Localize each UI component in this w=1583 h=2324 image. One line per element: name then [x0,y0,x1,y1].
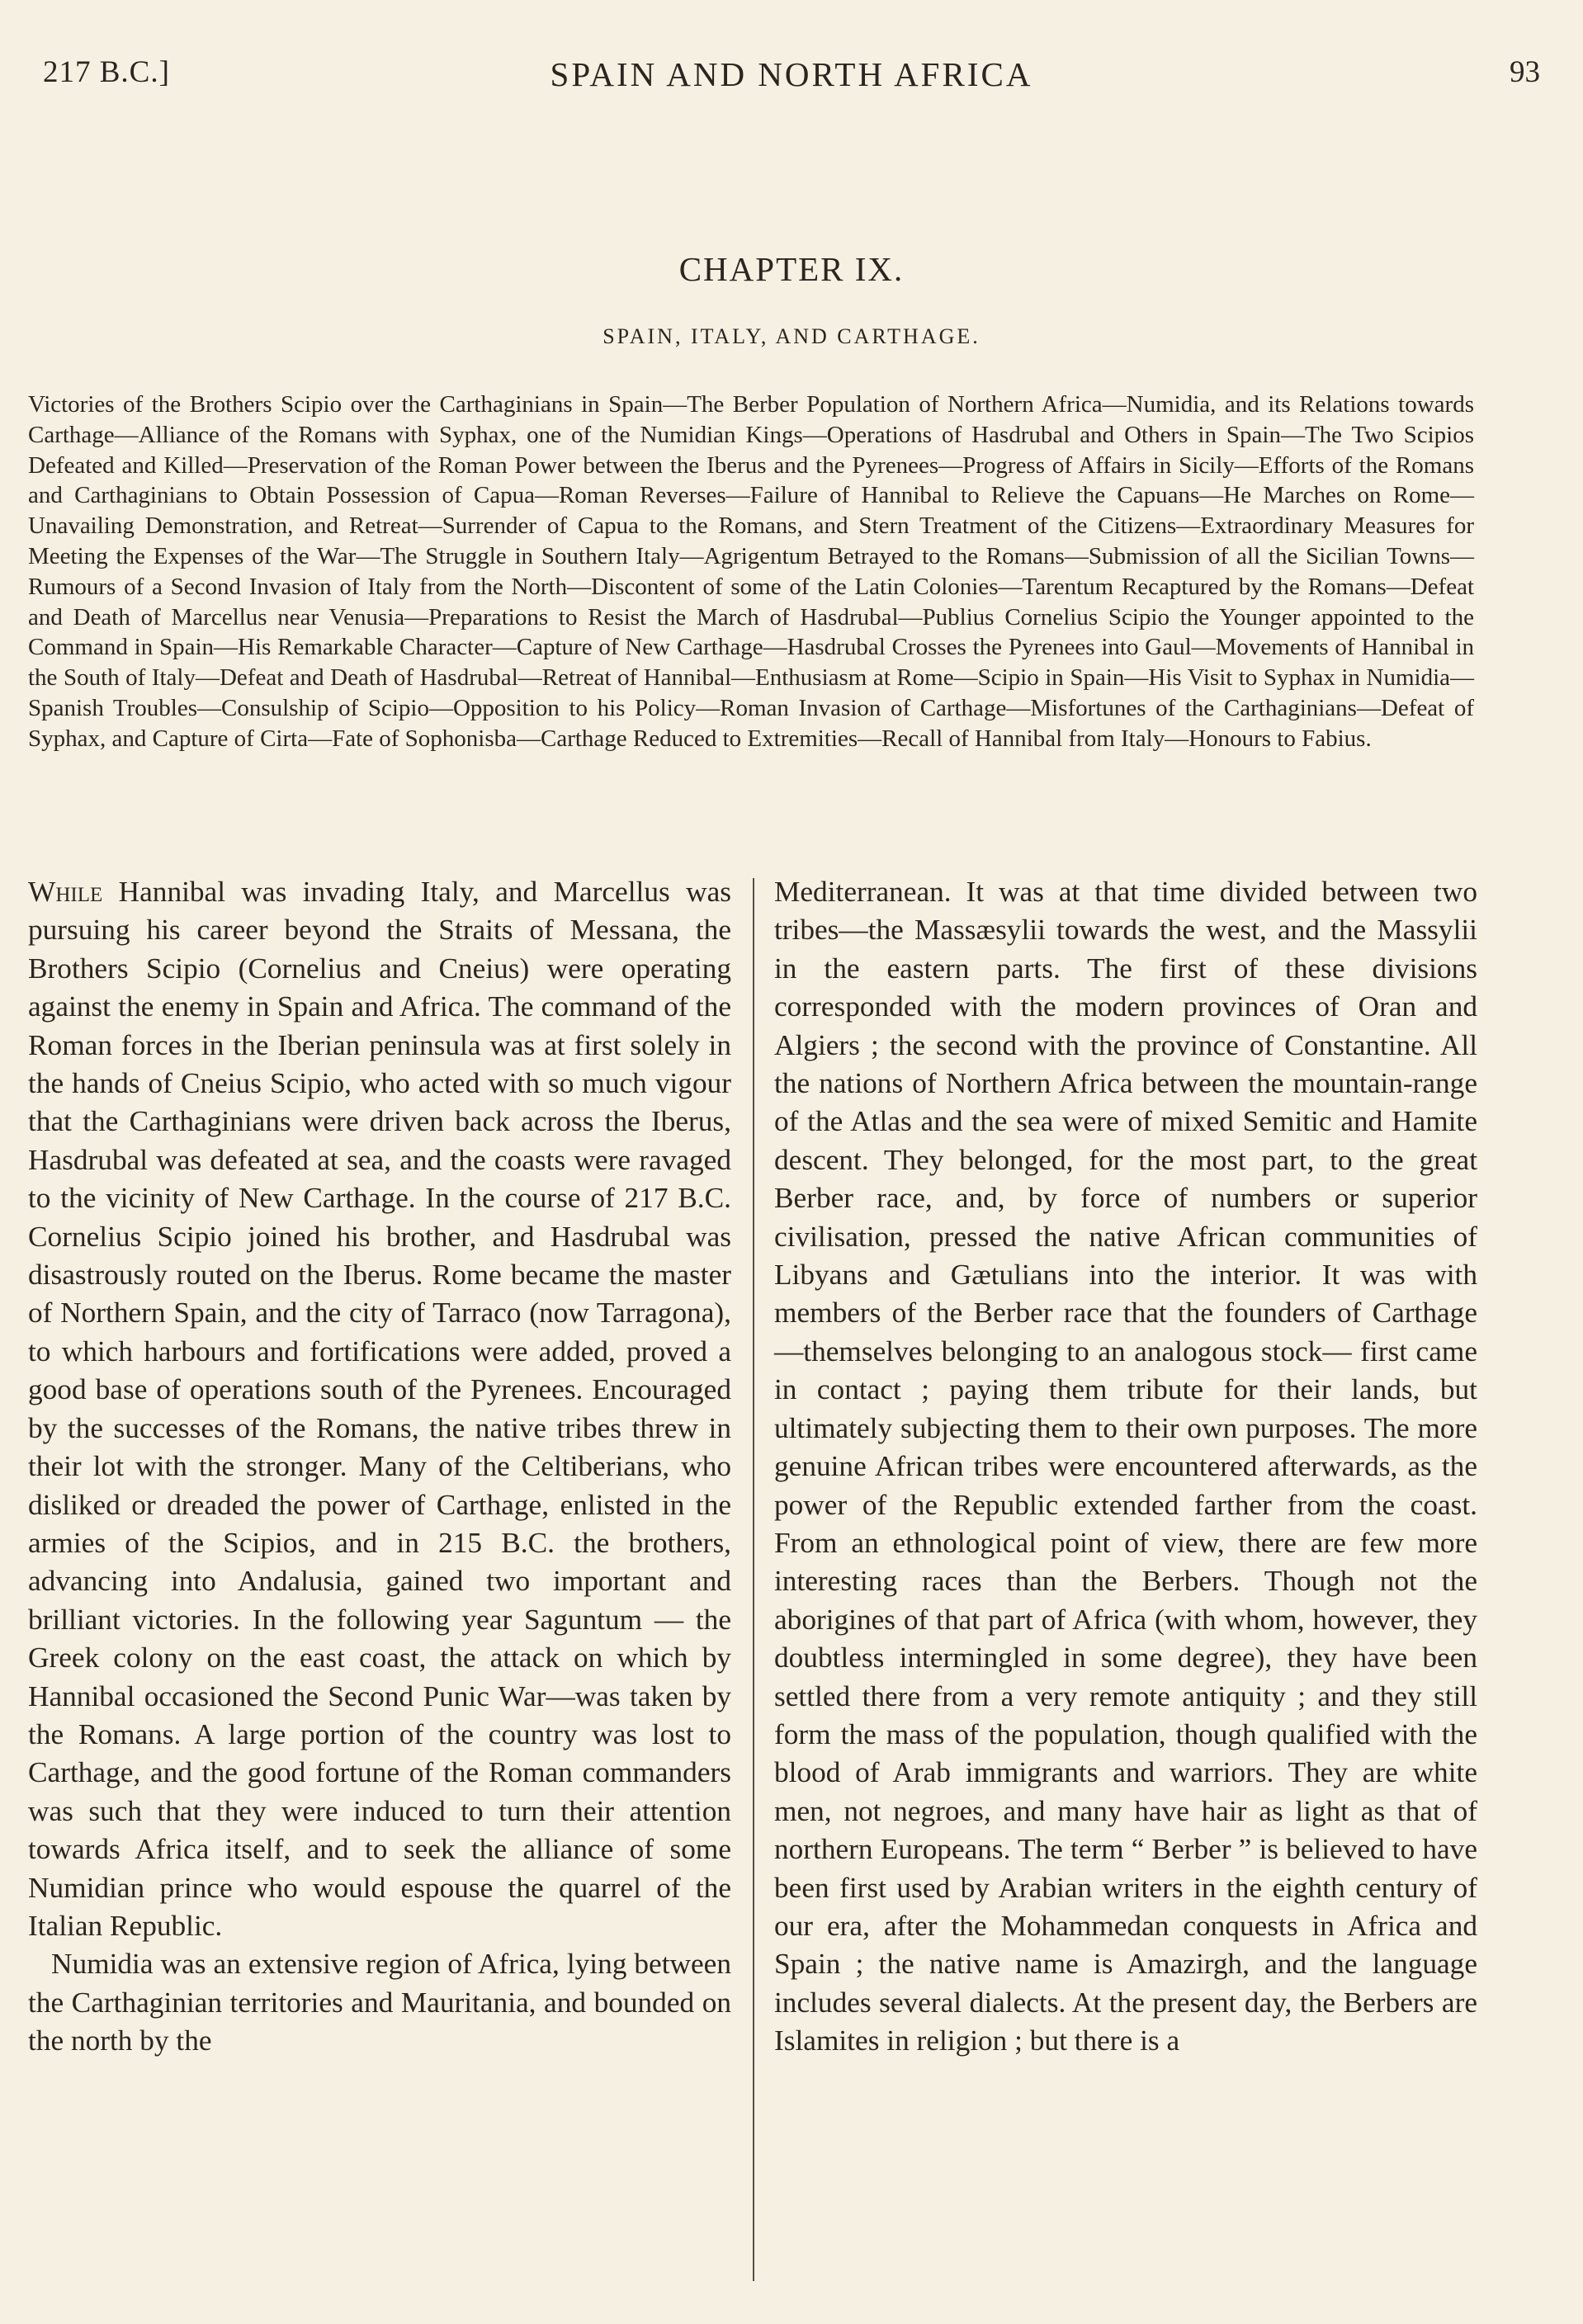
header-era: B.C. [99,55,159,89]
era-abbrev: B.C. [678,1182,731,1215]
paragraph-1-text-b: Cornelius Scipio joined his brother, and Hasdrubal was disastrously routed on the Iberus. Rome became the master of Northern Spain, and the city of Tarraco (now Tarragona), to which harbours and fortifications were added, proved a good base of operations south of the Pyrenees. Encouraged by the successes of the Romans, the native tribes threw in their lot with the stronger. Many of the Celtiberians, who disliked or dreaded the power of Carthage, enlisted in the armies of the Scipios, and in 215 [28,1220,731,1559]
paragraph-1 [28,873,731,1945]
paragraph-1-text-a: Hannibal was invading Italy, and Marcellus was pursuing his career beyond the Straits of Messana, the Brothers Scipio (Cornelius and Cneius) were operating against the enemy in Spain and Africa. The command of the Roman forces in the Iberian peninsula was at first solely in the hands of Cneius Scipio, who acted with so much vigour that the Carthaginians were driven back across the Iberus, Hasdrubal was defeated at sea, and the coasts were ravaged to the vicinity of New Carthage. In the course of 217 [28,876,731,1215]
paragraph-lead-word: While [28,876,103,908]
header-title: SPAIN AND NORTH AFRICA [550,55,1033,93]
header-year: 217 [43,55,92,89]
chapter-subtitle: SPAIN, ITALY, AND CARTHAGE. [602,324,981,348]
header-bracket: ] [158,55,170,89]
left-column [28,873,731,2061]
page-number: 93 [1510,55,1540,89]
running-header [43,54,1540,104]
chapter-synopsis [28,390,1474,754]
chapter-title: CHAPTER IX. [678,250,905,288]
column-divider [753,878,754,2281]
paragraph-continued: Mediterranean. It was at that time divided between two tribes—the Massæsylii towards the west, and the Massylii in the eastern parts. The first of these divisions corresponded with the modern provinces of Oran and Algiers ; the second with the province of Constantine. All the nations of Northern Africa between the mountain-range of the Atlas and the sea were of mixed Semitic and Hamite descent. They belonged, for the most part, to the great Berber race, and, by force of numbers or superior civilisation, pressed the native African communities of Libyans and Gætulians into the interior. It was with members of the Berber race that the founders of Carthage —themselves belonging to an analogous stock— first came in contact ; paying them tribute for their lands, but ultimately subjecting them to their own purposes. The more genuine African tribes were encountered afterwards, as the power of the Republic extended farther from the coast. From an ethnological point of view, there are few more interesting races than the Berbers. Though not the aborigines of that part of Africa (with whom, however, they doubtless intermingled in some degree), they have been settled there from a very remote antiquity ; and they still form the mass of the population, though qualified with the blood of Arab immigrants and warriors. They are white men, not negroes, and many have hair as light as that of northern Europeans. The term “ Berber ” is believed to have been first used by Arabian writers in the eighth century of our era, after the Mohammedan conquests in Africa and Spain ; the native name is Amazirgh, and the language includes several dialects. At the present day, the Berbers are Islamites in religion ; but there is a [774,876,1477,2057]
synopsis-text: Victories of the Brothers Scipio over the Carthaginians in Spain—The Berber Population of Northern Africa—Numidia, and its Relations towards Carthage—Alliance of the Romans with Syphax, one of the Numidian Kings—Operations of Hasdrubal and Others in Spain—The Two Scipios Defeated and Killed—Preservation of the Roman Power between the Iberus and the Pyrenees—Progress of Affairs in Sicily—Efforts of the Romans and Carthaginians to Obtain Possession of Capua—Roman Reverses—Failure of Hannibal to Relieve the Capuans—He Marches on Rome—Unavailing Demonstration, and Retreat—Surrender of Capua to the Romans, and Stern Treatment of the Citizens—Extraordinary Measures for Meeting the Expenses of the War—The Struggle in Southern Italy—Agrigentum Betrayed to the Romans—Submission of all the Sicilian Towns—Rumours of a Second Invasion of Italy from the North—Discontent of some of the Latin Colonies—Tarentum Recaptured by the Romans—Defeat and Death of Marcellus near Venusia—Preparations to Resist the March of Hasdrubal—Publius Cornelius Scipio the Younger appointed to the Command in Spain—His Remarkable Character—Capture of New Carthage—Hasdrubal Crosses the Pyrenees into Gaul—Movements of Hannibal in the South of Italy—Defeat and Death of Hasdrubal—Retreat of Hannibal—Enthusiasm at Rome—Scipio in Spain—His Visit to Syphax in Numidia—Spanish Troubles—Consulship of Scipio—Opposition to his Policy—Roman Invasion of Carthage—Misfortunes of the Carthaginians—Defeat of Syphax, and Capture of Cirta—Fate of Sophonisba—Carthage Reduced to Extremities—Recall of Hannibal from Italy—Honours to Fabius. [28,391,1474,752]
right-column [774,873,1477,2061]
paragraph-2: Numidia was an extensive region of Africa, lying between the Carthaginian territories and Mauritania, and bounded on the north by the [28,1948,731,2057]
paragraph-1-text-c: the brothers, advancing into Andalusia, gained two important and brilliant victories. In the following year Saguntum — the Greek colony on the east coast, the attack on which by Hannibal occasioned the Second Punic War—was taken by the Romans. A large portion of the country was lost to Carthage, and the good fortune of the Roman commanders was such that they were induced to turn their attention towards Africa itself, and to seek the alliance of some Numidian prince who would espouse the quarrel of the Italian Republic. [28,1526,732,1942]
era-abbrev: B.C. [501,1526,555,1559]
